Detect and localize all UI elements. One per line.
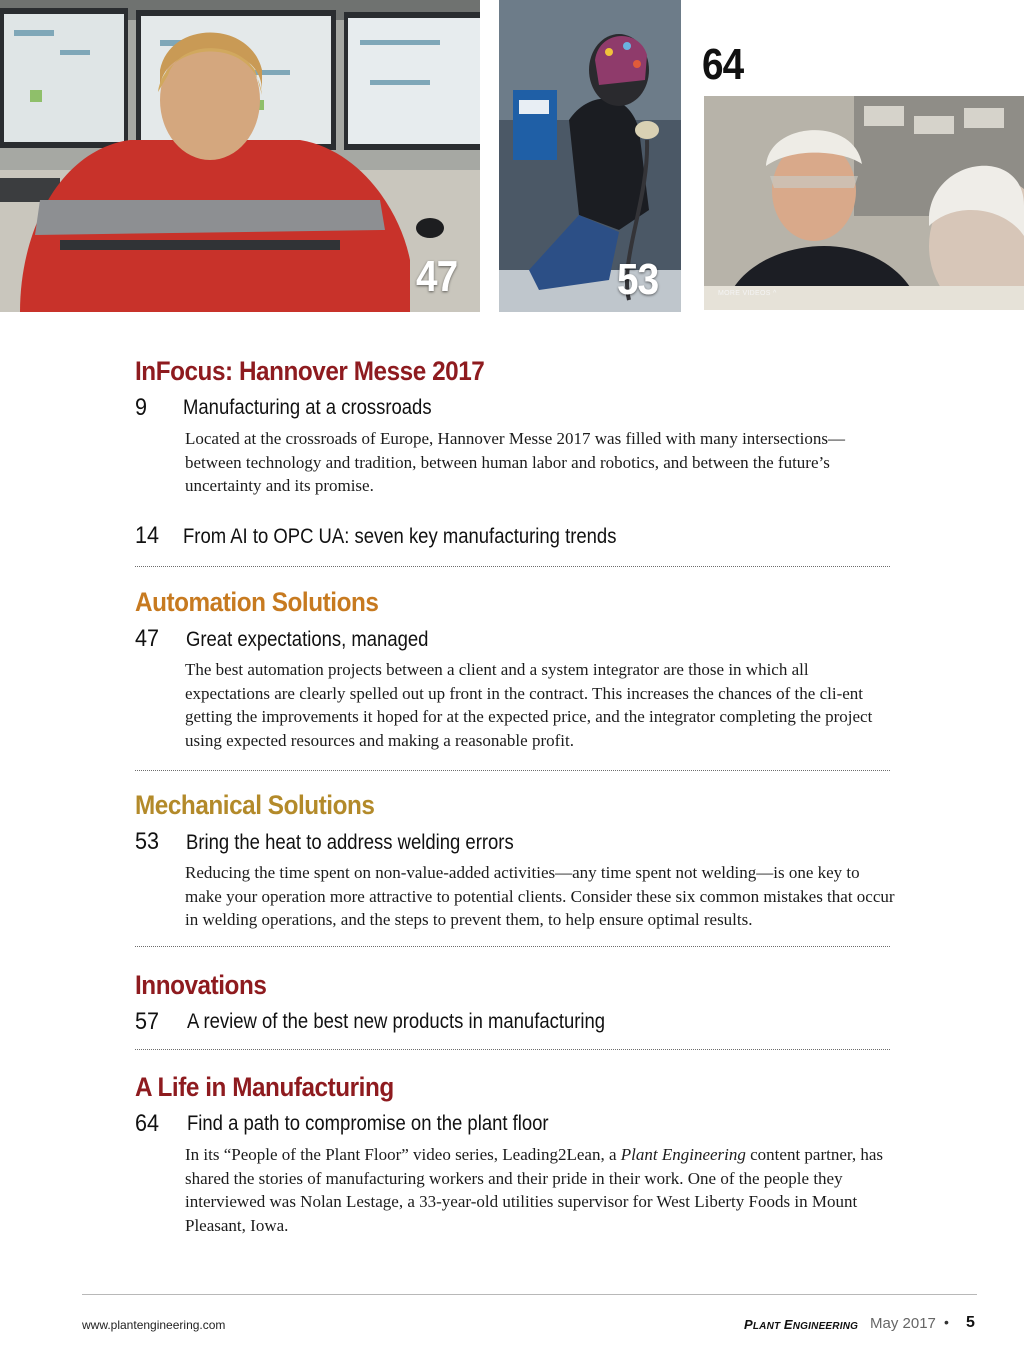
article-title[interactable]: Bring the heat to address welding errors [186, 831, 514, 854]
article-description: Reducing the time spent on non-value-added activities—any time spent not welding—is one key to make your operation more attractive to potential clients. Consider these six common mistakes that occur in welding operations, and the steps to prevent them, to help ensure optimal results. [185, 863, 895, 930]
article-title[interactable]: Manufacturing at a crossroads [183, 396, 432, 419]
section-divider [135, 770, 890, 771]
photo-number-47: 47 [416, 252, 458, 301]
section-divider [135, 946, 890, 947]
footer-url[interactable]: www.plantengineering.com [82, 1318, 226, 1332]
plant-floor-illustration [704, 96, 1024, 310]
footer-issue-date: May 2017 [870, 1315, 936, 1332]
article-description-text: In its “People of the Plant Floor” video series, Leading2Lean, a [185, 1145, 621, 1164]
photo-control-room [0, 0, 480, 312]
footer-magazine-name: PLANT ENGINEERING [744, 1317, 859, 1332]
article-number: 14 [135, 522, 160, 549]
article-number: 9 [135, 394, 148, 421]
article-number: 64 [135, 1110, 160, 1137]
publication-name: Plant Engineering [620, 1145, 746, 1164]
article-number: 53 [135, 828, 160, 855]
page-number: 5 [966, 1314, 975, 1331]
article-number: 57 [135, 1008, 160, 1035]
article-description [185, 1143, 895, 1237]
photo-number-64: 64 [702, 40, 744, 89]
section-title-a-life-in-manufacturing: A Life in Manufacturing [135, 1072, 394, 1102]
more-videos-link[interactable]: MORE VIDEOS ^ [718, 290, 777, 297]
article-title[interactable]: From AI to OPC UA: seven key manufacturing trends [183, 525, 617, 548]
article-title[interactable]: Great expectations, managed [186, 628, 429, 651]
article-description-text: content partner, has shared the stories of manufacturing workers and their pride in their work. One of the people they interviewed was Nolan Lestage, a 33-year-old utilities supervisor for West Liberty Foods in Mount Pleasant, Iowa. [185, 1145, 884, 1235]
section-title-mechanical-solutions: Mechanical Solutions [135, 790, 375, 820]
section-divider [135, 1049, 890, 1050]
article-description: Located at the crossroads of Europe, Hannover Messe 2017 was filled with many intersections—between technology and tradition, between human labor and robotics, and between the future’s uncertainty and its promise. [185, 429, 845, 496]
article-title[interactable]: Find a path to compromise on the plant floor [187, 1112, 549, 1135]
photo-plant-floor-workers [704, 96, 1024, 310]
article-title[interactable]: A review of the best new products in manufacturing [187, 1010, 606, 1033]
section-title-infocus: InFocus: Hannover Messe 2017 [135, 356, 485, 386]
article-number: 47 [135, 625, 160, 652]
section-divider [135, 566, 890, 567]
article-description: The best automation projects between a client and a system integrator are those in which all expectations are clearly spelled out up front in the contract. This increases the chances of the cli-ent getting the improvements it hoped for at the expected price, and the integrator completing the project using expected resources and making a reasonable profit. [185, 660, 873, 750]
photo-welder [499, 0, 681, 312]
section-title-innovations: Innovations [135, 970, 267, 1000]
footer-separator: • [944, 1314, 949, 1330]
photo-number-53: 53 [617, 255, 659, 304]
control-room-illustration [0, 0, 480, 312]
section-title-automation-solutions: Automation Solutions [135, 587, 379, 617]
footer-rule [82, 1294, 977, 1295]
